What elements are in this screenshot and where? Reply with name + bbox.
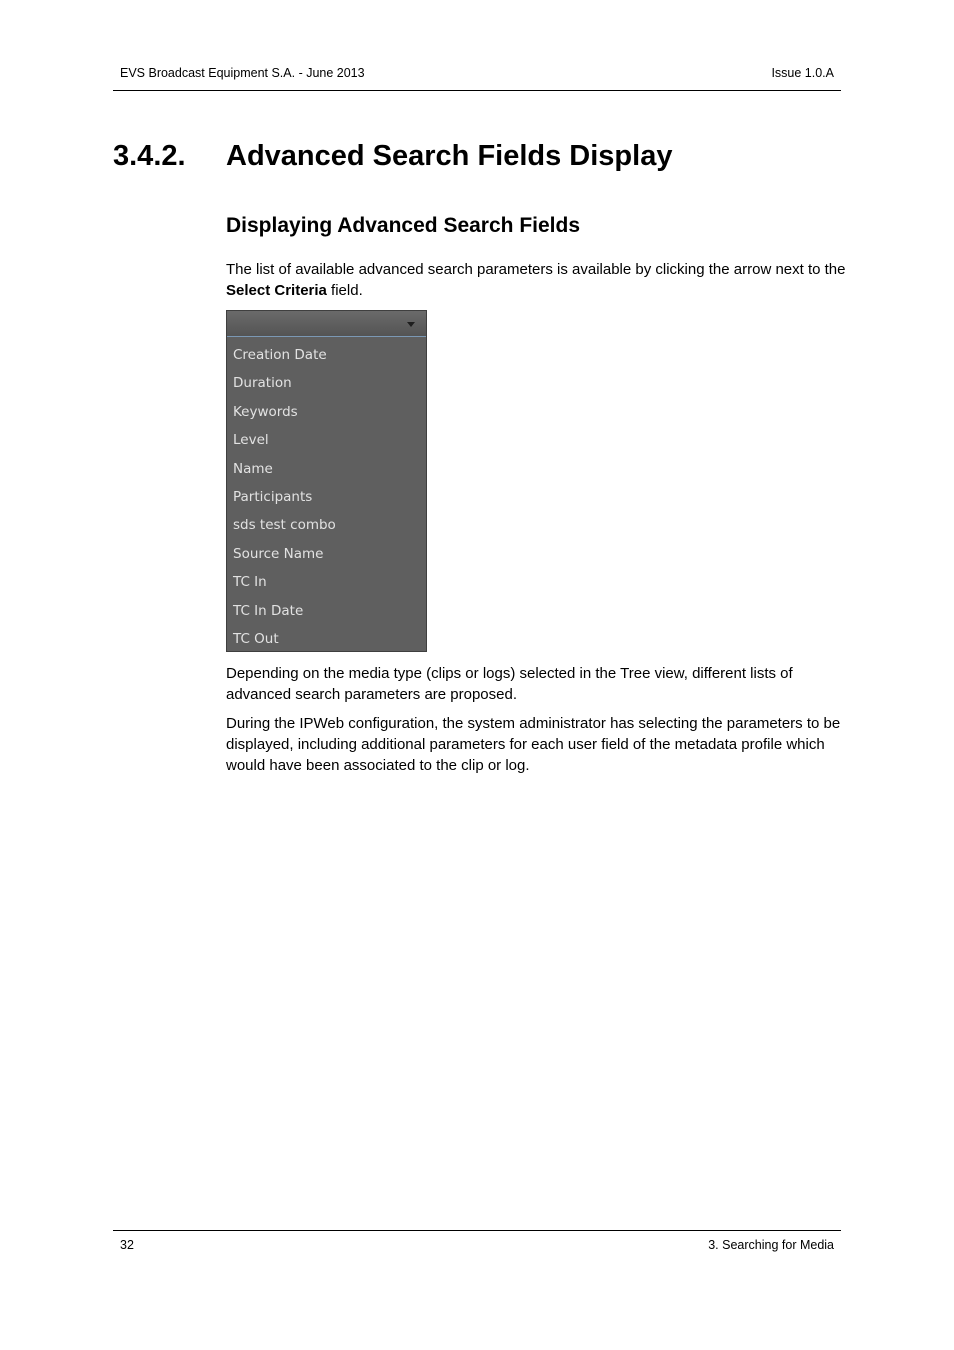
dropdown-option[interactable]: TC Out: [233, 630, 279, 647]
page-number: 32: [120, 1238, 134, 1252]
footer-chapter: 3. Searching for Media: [708, 1238, 834, 1252]
section-title-text: Advanced Search Fields Display: [226, 140, 673, 172]
select-criteria-field[interactable]: [227, 311, 426, 337]
subsection-title: Displaying Advanced Search Fields: [226, 214, 581, 237]
media-type-paragraph: Depending on the media type (clips or logs) selected in the Tree view, different lists of advanced search parameters are proposed.: [226, 665, 793, 703]
chevron-down-icon[interactable]: [407, 322, 415, 327]
dropdown-option[interactable]: Participants: [233, 488, 313, 505]
header-issue: Issue 1.0.A: [771, 66, 834, 80]
select-criteria-label: Select Criteria: [226, 282, 327, 299]
section-title: [113, 140, 672, 173]
select-criteria-dropdown: [226, 310, 427, 652]
dropdown-option[interactable]: Keywords: [233, 403, 298, 420]
intro-paragraph: [226, 259, 846, 301]
dropdown-option[interactable]: Creation Date: [233, 347, 327, 363]
dropdown-option[interactable]: TC In Date: [233, 602, 304, 619]
dropdown-option[interactable]: Name: [233, 460, 273, 477]
section-number: 3.4.2.: [113, 140, 186, 172]
dropdown-option[interactable]: Source Name: [233, 545, 324, 562]
dropdown-option[interactable]: TC In: [233, 574, 267, 591]
page-footer: [113, 1230, 841, 1252]
header-publisher-date: EVS Broadcast Equipment S.A. - June 2013: [120, 66, 365, 80]
configuration-paragraph: During the IPWeb configuration, the system administrator has selecting the parameters to be displayed, including additional parameters for each user field of the metadata profile which would have been associated to the clip or log.: [226, 715, 841, 774]
dropdown-option-list: [227, 341, 426, 653]
dropdown-option[interactable]: sds test combo: [233, 517, 336, 534]
intro-text-before: The list of available advanced search parameters is available by clicking the arrow next to the: [226, 261, 846, 278]
intro-text-after: field.: [326, 282, 363, 299]
page-header: [113, 64, 841, 91]
dropdown-option[interactable]: Duration: [233, 375, 292, 392]
dropdown-option[interactable]: Level: [233, 432, 269, 449]
